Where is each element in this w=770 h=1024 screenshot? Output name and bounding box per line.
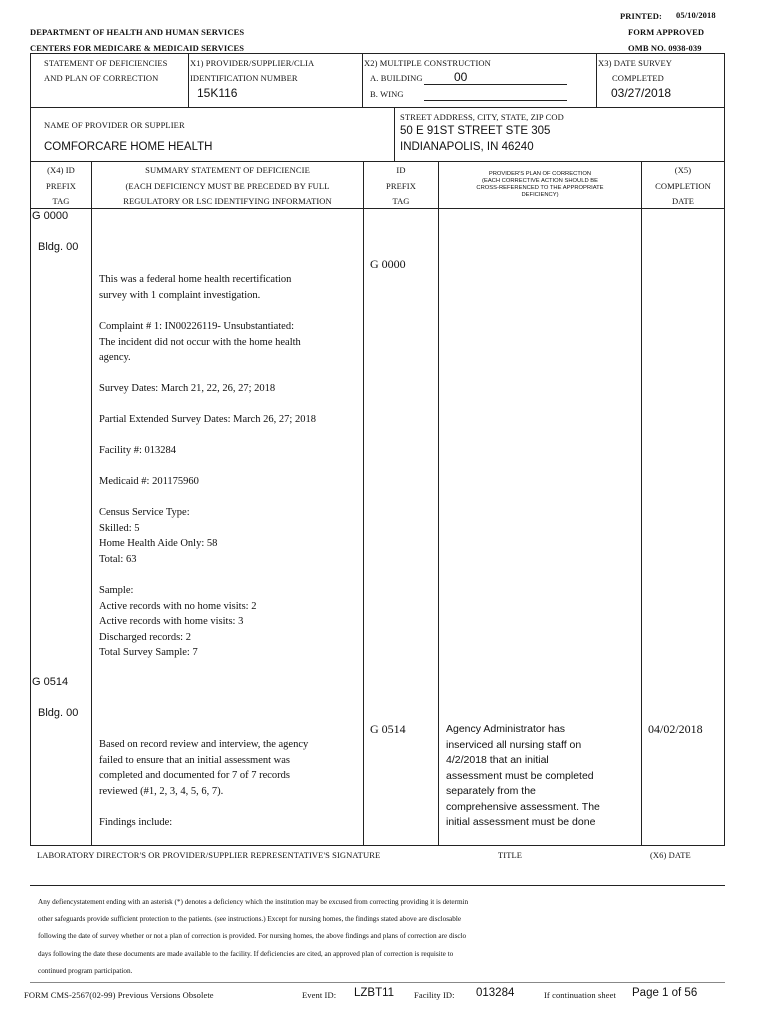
street-address-line-1: 50 E 91ST STREET STE 305: [400, 125, 551, 137]
facility-id-label: Facility ID:: [414, 990, 455, 1000]
x1-label-1: X1) PROVIDER/SUPPLIER/CLIA: [190, 58, 315, 68]
signature-label: LABORATORY DIRECTOR'S OR PROVIDER/SUPPLIER REPRESENTATIVE'S SIGNATURE: [37, 850, 381, 860]
summary-para-6: Medicaid #: 201175960: [99, 476, 199, 487]
tag-g0514: G 0514: [32, 676, 69, 688]
footnote: [38, 894, 728, 980]
wing-label: B. WING: [370, 89, 404, 99]
footnote-line-4: days following the date these documents are made available to the facility. If deficiencies are cited, an approved plan of correction is requisite to: [38, 949, 454, 958]
plan-label-3: CROSS-REFERENCED TO THE APPROPRIATE: [476, 185, 604, 191]
provider-name-value: COMFORCARE HOME HEALTH: [44, 141, 213, 153]
department-title: DEPARTMENT OF HEALTH AND HUMAN SERVICES: [30, 27, 245, 37]
event-id-value: LZBT11: [354, 987, 395, 999]
id-label-1: ID: [396, 165, 406, 175]
centers-title: CENTERS FOR MEDICARE & MEDICAID SERVICES: [30, 43, 245, 53]
title-label: TITLE: [498, 850, 523, 860]
bldg-label-1: Bldg. 00: [38, 241, 79, 253]
date-label: (X6) DATE: [650, 850, 691, 860]
continuation-label: If continuation sheet: [544, 990, 616, 1000]
id-label-3: TAG: [392, 196, 410, 206]
omb-number: OMB NO. 0938-039: [628, 43, 702, 53]
building-label: A. BUILDING: [370, 73, 423, 83]
printed-date: 05/10/2018: [676, 10, 716, 20]
printed-label: PRINTED:: [620, 11, 662, 21]
page-number: Page 1 of 56: [632, 987, 698, 999]
x1-label-2: IDENTIFICATION NUMBER: [190, 73, 298, 83]
summary-label-2: (EACH DEFICIENCY MUST BE PRECEDED BY FULL: [125, 181, 330, 191]
x5-label-1: (X5): [674, 165, 692, 175]
facility-id-value: 013284: [476, 987, 515, 999]
id-label-2: PREFIX: [386, 181, 416, 191]
form-approved: FORM APPROVED: [628, 27, 705, 37]
x4-label-3: TAG: [52, 196, 70, 206]
x3-label-2: COMPLETED: [612, 73, 664, 83]
x4-label-2: PREFIX: [46, 181, 76, 191]
survey-completed-date: 03/27/2018: [611, 86, 672, 100]
x5-label-2: COMPLETION: [655, 181, 711, 191]
summary-para-10: Findings include:: [99, 817, 173, 828]
statement-label-2: AND PLAN OF CORRECTION: [44, 73, 159, 83]
plan-label-1: PROVIDER'S PLAN OF CORRECTION: [488, 171, 592, 177]
summary-para-2: Complaint # 1: IN00226119- Unsubstantiated: The incident did not occur with the home health agency.: [99, 321, 301, 363]
summary-para-8: Sample: Active records with no home visits: 2 Active records with home visits: 3 Discharged records: 2 Total Survey Sample: 7: [99, 585, 257, 658]
building-value: 00: [454, 70, 468, 84]
street-address-line-2: INDIANAPOLIS, IN 46240: [400, 141, 534, 153]
bldg-label-2: Bldg. 00: [38, 707, 79, 719]
summary-para-9: Based on record review and interview, the agency failed to ensure that an initial assessment was completed and documented for 7 of 7 records reviewed (#1, 2, 3, 4, 5, 6, 7).: [99, 739, 309, 797]
street-address-label: STREET ADDRESS, CITY, STATE, ZIP COD: [400, 112, 564, 122]
summary-para-7: Census Service Type: Skilled: 5 Home Health Aide Only: 58 Total: 63: [99, 507, 218, 565]
summary-para-3: Survey Dates: March 21, 22, 26, 27; 2018: [99, 383, 276, 394]
id-tag-g0514: G 0514: [370, 722, 406, 736]
x2-label: X2) MULTIPLE CONSTRUCTION: [364, 58, 491, 68]
provider-id-value: 15K116: [197, 86, 238, 100]
summary-label-1: SUMMARY STATEMENT OF DEFICIENCIE: [145, 165, 310, 175]
footnote-line-5: continued program participation.: [38, 966, 133, 975]
plan-of-correction-text: Agency Administrator has inserviced all nursing staff on 4/2/2018 that an initial assessment must be completed separately from the comprehensive assessment. The initial assessment must be done: [446, 723, 600, 828]
event-id-label: Event ID:: [302, 990, 337, 1000]
x4-label-1: (X4) ID: [47, 165, 75, 175]
footnote-line-3: following the date of survey whether or not a plan of correction is provided. For nursing homes, the above findings and plans of correction are disclo: [38, 932, 467, 941]
summary-para-4: Partial Extended Survey Dates: March 26, 27; 2018: [99, 414, 316, 425]
summary-para-1: This was a federal home health recertification survey with 1 complaint investigation.: [99, 274, 292, 301]
x3-label-1: X3) DATE SURVEY: [598, 58, 673, 68]
footnote-line-2: other safeguards provide sufficient protection to the patients. (see instructions.) Except for nursing homes, the findings stated above are disclosable: [38, 915, 462, 924]
summary-label-3: REGULATORY OR LSC IDENTIFYING INFORMATION: [123, 196, 332, 206]
statement-label-1: STATEMENT OF DEFICIENCIES: [44, 58, 168, 68]
footnote-line-1: Any defiencystatement ending with an asterisk (*) denotes a deficiency which the institution may be excused from correcting providing it is determin: [38, 898, 469, 906]
form-number: FORM CMS-2567(02-99) Previous Versions Obsolete: [24, 990, 214, 1000]
x5-label-3: DATE: [671, 196, 695, 206]
summary-para-5: Facility #: 013284: [99, 445, 176, 456]
plan-label-4: DEFICIENCY): [521, 192, 559, 198]
provider-name-label: NAME OF PROVIDER OR SUPPLIER: [44, 120, 185, 130]
id-tag-g0000: G 0000: [370, 257, 406, 271]
tag-g0000: G 0000: [32, 210, 69, 222]
plan-label-2: (EACH CORRECTIVE ACTION SHOULD BE: [482, 178, 598, 184]
completion-date: 04/02/2018: [648, 722, 703, 736]
